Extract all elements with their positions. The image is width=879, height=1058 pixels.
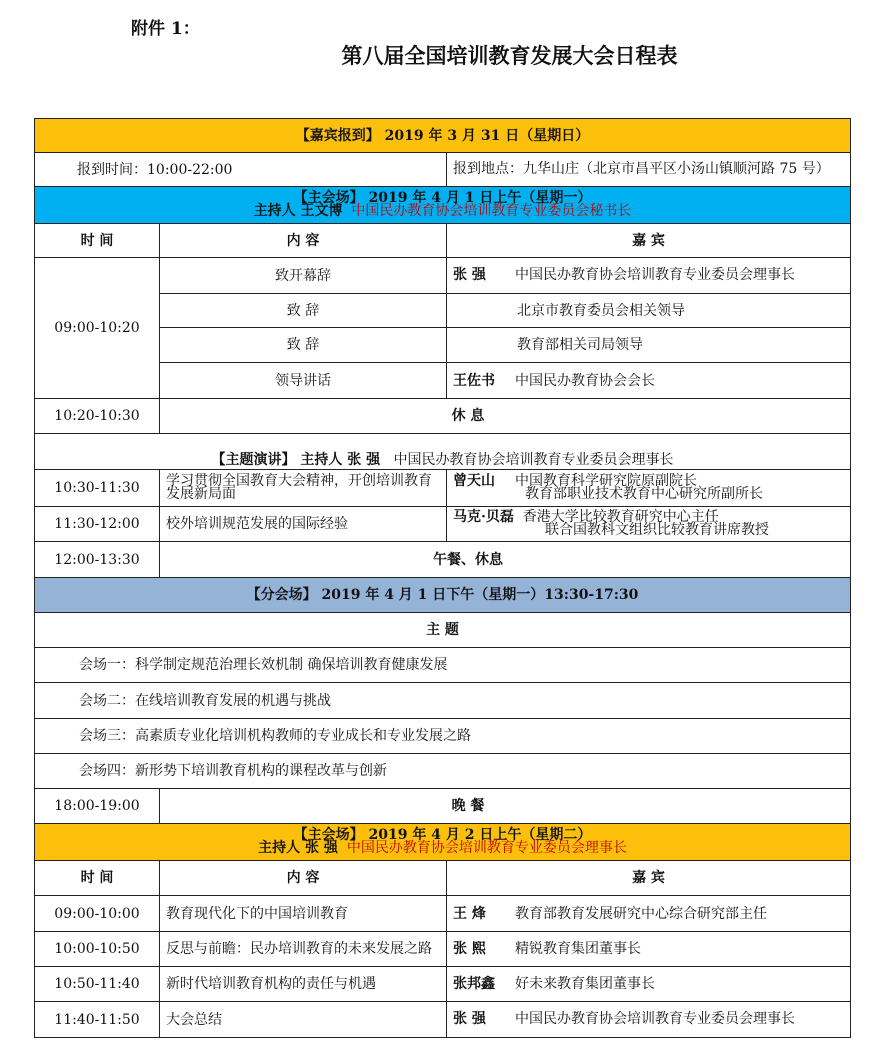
registration-place: 报到地点：九华山庄（北京市昌平区小汤山镇顺河路 75 号） <box>447 153 851 187</box>
day1-slot-time: 09:00-10:20 <box>35 258 160 399</box>
col-time-header: 时 间 <box>35 861 160 896</box>
page-title: 第八届全国培训教育发展大会日程表 <box>341 43 678 68</box>
day2-item-content: 教育现代化下的中国培训教育 <box>160 896 447 932</box>
dinner-time: 18:00-19:00 <box>35 789 160 824</box>
breakout-topic-header: 主 题 <box>35 613 851 648</box>
day2-item-content: 大会总结 <box>160 1002 447 1038</box>
day1-item-guest: 王佐书 中国民办教育协会会长 <box>447 363 851 399</box>
day1-item-content: 致 辞 <box>160 328 447 363</box>
registration-banner-row <box>35 119 851 153</box>
day2-item-content: 反思与前瞻：民办培训教育的未来发展之路 <box>160 932 447 967</box>
keynote-row <box>35 507 851 542</box>
day2-main-banner <box>35 824 851 861</box>
breakout-venue-row <box>35 754 851 789</box>
registration-banner: 【嘉宾报到】 2019 年 3 月 31 日（星期日） <box>35 119 851 153</box>
breakout-venue: 会场四：新形势下培训教育机构的课程改革与创新 <box>35 754 851 789</box>
day2-item-guest: 王 烽 教育部教育发展研究中心综合研究部主任 <box>447 896 851 932</box>
breakout-topic-header-row <box>35 613 851 648</box>
day1-item-guest: 张 强 中国民办教育协会培训教育专业委员会理事长 <box>447 258 851 294</box>
break-time: 10:20-10:30 <box>35 399 160 434</box>
breakout-venue-row <box>35 648 851 683</box>
keynote-guest: 曾天山 中国教育科学研究院原副院长 教育部职业技术教育中心研究所副所长 <box>447 470 851 507</box>
col-content-header: 内 容 <box>160 861 447 896</box>
registration-info-row <box>35 153 851 187</box>
day2-item-time: 10:00-10:50 <box>35 932 160 967</box>
day1-item-content: 致 辞 <box>160 294 447 328</box>
day1-main-banner-title: 【主会场】 2019 年 4 月 1 日上午（星期一） <box>293 190 592 206</box>
breakout-venue: 会场三：高素质专业化培训机构教师的专业成长和专业发展之路 <box>35 719 851 754</box>
dinner-label: 晚 餐 <box>160 789 851 824</box>
registration-time: 报到时间：10:00-22:00 <box>35 153 447 187</box>
breakout-banner-row <box>35 578 851 613</box>
keynote-time: 11:30-12:00 <box>35 507 160 542</box>
day1-item-guest: 北京市教育委员会相关领导 <box>447 294 851 328</box>
keynote-banner: 【主题演讲】 主持人 张 强 中国民办教育协会培训教育专业委员会理事长 <box>35 434 851 470</box>
day2-item-guest: 张 强 中国民办教育协会培训教育专业委员会理事长 <box>447 1002 851 1038</box>
day1-item-guest: 教育部相关司局领导 <box>447 328 851 363</box>
col-content-header: 内 容 <box>160 224 447 258</box>
col-guest-header: 嘉 宾 <box>447 224 851 258</box>
day1-item-content: 致开幕辞 <box>160 258 447 294</box>
lunch-row <box>35 542 851 578</box>
keynote-row <box>35 470 851 507</box>
day1-main-banner <box>35 187 851 224</box>
day2-item-guest: 张邦鑫 好未来教育集团董事长 <box>447 967 851 1002</box>
day2-main-host: 主持人 张 强 中国民办教育协会培训教育专业委员会理事长 <box>258 840 627 856</box>
day2-item-row <box>35 896 851 932</box>
day2-main-banner-title: 【主会场】 2019 年 4 月 2 日上午（星期二） <box>293 827 592 843</box>
day2-item-row <box>35 967 851 1002</box>
keynote-guest: 马克·贝磊 香港大学比较教育研究中心主任 联合国教科文组织比较教育讲席教授 <box>447 507 851 542</box>
col-guest-header: 嘉 宾 <box>447 861 851 896</box>
breakout-venue-row <box>35 719 851 754</box>
day1-item-row <box>35 258 851 294</box>
breakout-banner: 【分会场】 2019 年 4 月 1 日下午（星期一）13:30-17:30 <box>35 578 851 613</box>
day2-item-row <box>35 1002 851 1038</box>
day2-item-time: 11:40-11:50 <box>35 1002 160 1038</box>
day2-item-guest: 张 熙 精锐教育集团董事长 <box>447 932 851 967</box>
col-time-header: 时 间 <box>35 224 160 258</box>
schedule-table <box>34 118 851 1038</box>
day2-item-time: 09:00-10:00 <box>35 896 160 932</box>
day2-item-content: 新时代培训教育机构的责任与机遇 <box>160 967 447 1002</box>
keynote-banner-row <box>35 434 851 470</box>
day2-column-header-row <box>35 861 851 896</box>
keynote-time: 10:30-11:30 <box>35 470 160 507</box>
day2-main-banner-row <box>35 824 851 861</box>
day1-item-content: 领导讲话 <box>160 363 447 399</box>
day1-column-header-row <box>35 224 851 258</box>
day1-break-row <box>35 399 851 434</box>
keynote-content: 学习贯彻全国教育大会精神，开创培训教育发展新局面 <box>160 470 447 507</box>
day2-item-time: 10:50-11:40 <box>35 967 160 1002</box>
breakout-venue: 会场一：科学制定规范治理长效机制 确保培训教育健康发展 <box>35 648 851 683</box>
attachment-label: 附件 1： <box>131 19 200 39</box>
keynote-content: 校外培训规范发展的国际经验 <box>160 507 447 542</box>
lunch-time: 12:00-13:30 <box>35 542 160 578</box>
day2-item-row <box>35 932 851 967</box>
dinner-row <box>35 789 851 824</box>
lunch-label: 午餐、休息 <box>160 542 851 578</box>
breakout-venue: 会场二：在线培训教育发展的机遇与挑战 <box>35 683 851 719</box>
day1-main-host: 主持人 王文博 中国民办教育协会培训教育专业委员会秘书长 <box>253 203 632 219</box>
breakout-venue-row <box>35 683 851 719</box>
break-label: 休 息 <box>160 399 851 434</box>
day1-main-banner-row <box>35 187 851 224</box>
